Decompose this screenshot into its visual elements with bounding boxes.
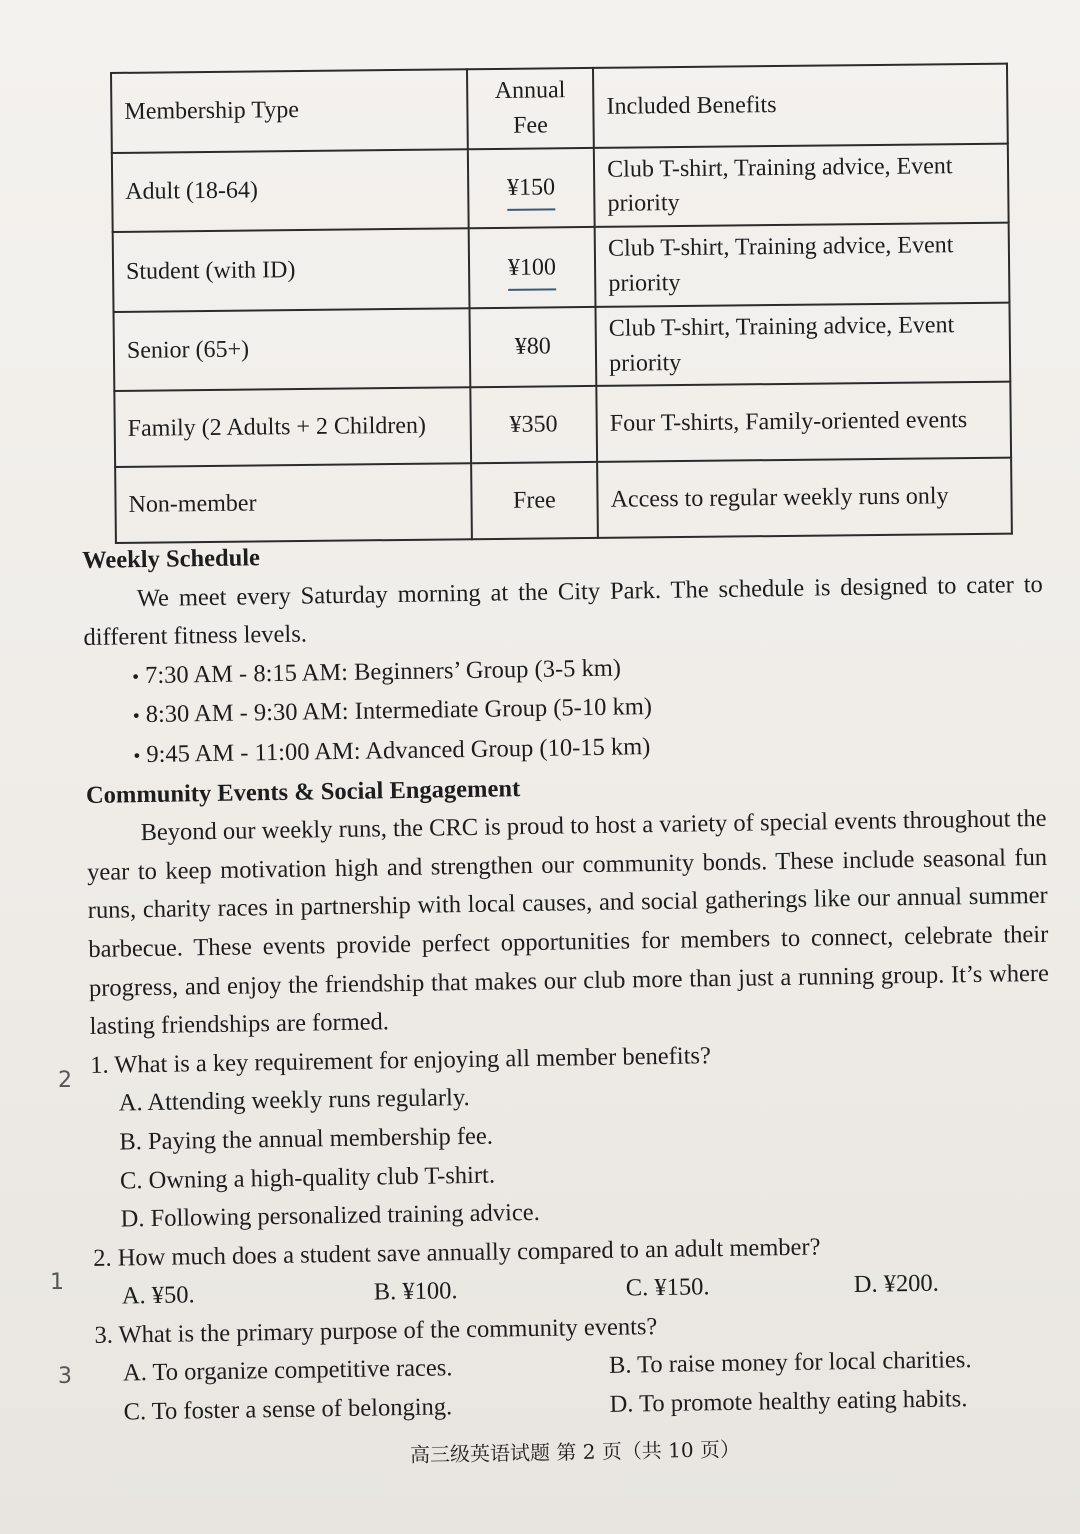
option-a: A. ¥50. — [121, 1281, 195, 1310]
benefits-cell: Club T-shirt, Training advice, Event priority — [595, 223, 1010, 307]
table-row — [112, 143, 1009, 232]
option-c: C. To foster a sense of belonging. — [123, 1393, 453, 1426]
table-row — [114, 302, 1011, 391]
membership-type-cell: Student (with ID) — [113, 228, 469, 311]
benefits-cell: Club T-shirt, Training advice, Event priority — [594, 143, 1009, 227]
header-membership-type: Membership Type — [111, 69, 467, 152]
option-a: A. Attending weekly runs regularly. — [118, 1084, 470, 1117]
option-c: C. Owning a high-quality club T-shirt. — [119, 1161, 496, 1194]
membership-table — [110, 63, 1013, 545]
question-options — [123, 1340, 1056, 1432]
header-annual-fee: Annual Fee — [467, 68, 594, 149]
schedule-item: • 8:30 AM - 9:30 AM: Intermediate Group (5-10 km) — [132, 682, 1045, 736]
table-row — [114, 382, 1011, 467]
schedule-heading: Weekly Schedule — [82, 544, 261, 574]
fee-cell: ¥80 — [469, 307, 596, 388]
question-stem: 2. How much does a student save annually compared to an adult member? — [93, 1233, 821, 1272]
fee-cell — [467, 148, 594, 229]
schedule-intro: We meet every Saturday morning at the City Park. The schedule is designed to cater to different fitness levels. — [83, 570, 1043, 652]
handwritten-mark: 2 — [58, 1068, 72, 1093]
option-b: B. To raise money for local charities. — [608, 1346, 972, 1380]
table-row — [113, 223, 1010, 312]
community-heading: Community Events & Social Engagement — [85, 774, 521, 809]
benefits-cell: Access to regular weekly runs only — [597, 458, 1012, 538]
community-paragraph: Beyond our weekly runs, the CRC is proud to host a variety of special events throughout the year to keep motivation high and strengthen our community bonds. These include seasonal fun runs, charity races in partnership with local causes, and social gatherings like our annual summer barbecue. These events provide perfect opportunities for members to connect, celebrate their progress, and enjoy the friendship that makes our club more than just a running group. It’s where lasting friendships are formed. — [86, 805, 1050, 1041]
option-d: D. To promote healthy eating habits. — [609, 1385, 968, 1418]
fee-value: ¥100 — [507, 253, 557, 281]
option-b: B. ¥100. — [373, 1277, 458, 1306]
option-a: A. To organize competitive races. — [122, 1354, 453, 1387]
question-stem: 1. What is a key requirement for enjoying all member benefits? — [90, 1041, 712, 1079]
membership-type-cell: Senior (65+) — [114, 308, 470, 391]
fee-value: ¥150 — [506, 174, 556, 201]
table-header-row — [111, 64, 1008, 153]
fee-cell: ¥350 — [470, 386, 597, 463]
option-c: C. ¥150. — [625, 1273, 710, 1302]
fee-cell — [468, 227, 595, 308]
passage-body — [82, 527, 1056, 1433]
handwritten-mark: 1 — [50, 1270, 64, 1295]
page-footer: 高三级英语试题 第 2 页（共 10 页） — [409, 1437, 741, 1467]
option-d: D. ¥200. — [853, 1269, 940, 1299]
option-b: B. Paying the annual membership fee. — [119, 1122, 494, 1156]
option-d: D. Following personalized training advice. — [120, 1198, 540, 1233]
membership-type-cell: Non-member — [115, 464, 471, 544]
membership-type-cell: Family (2 Adults + 2 Children) — [114, 388, 470, 468]
handwritten-mark: 3 — [58, 1364, 72, 1389]
question-stem: 3. What is the primary purpose of the community events? — [94, 1312, 658, 1349]
header-included-benefits: Included Benefits — [593, 64, 1008, 148]
membership-type-cell: Adult (18-64) — [112, 149, 468, 232]
schedule-item: • 7:30 AM - 8:15 AM: Beginners’ Group (3-5 km) — [132, 643, 1045, 697]
schedule-list — [84, 643, 1046, 777]
benefits-cell: Club T-shirt, Training advice, Event priority — [596, 302, 1011, 386]
schedule-item: • 9:45 AM - 11:00 AM: Advanced Group (10-15 km) — [133, 722, 1046, 776]
fee-cell: Free — [471, 462, 598, 539]
benefits-cell: Four T-shirts, Family-oriented events — [596, 382, 1011, 462]
question-options — [119, 1070, 1053, 1239]
